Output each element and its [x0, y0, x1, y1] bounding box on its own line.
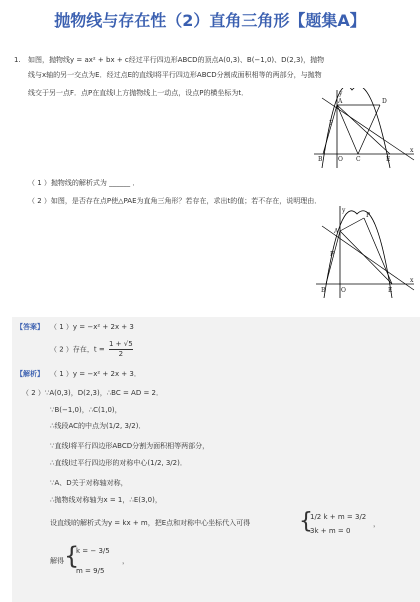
solution-line: ∵A、D关于对称轴对称， [50, 479, 128, 487]
fig2-label-f: F [330, 251, 335, 258]
fig1-label-f: F [329, 120, 334, 127]
figure-1 [312, 88, 416, 170]
fig1-label-e: E [386, 156, 391, 163]
answer-2-numerator: 1 + √5 [108, 340, 133, 348]
fig1-line-l [322, 98, 414, 160]
answer-2 [50, 340, 133, 359]
system-1-eq-2: 3k + m = 0 [310, 527, 351, 535]
fig1-segment-ab [323, 105, 337, 154]
system-1-brace: { [299, 509, 313, 534]
fig1-label-o: O [338, 156, 343, 163]
fig2-label-b: B [321, 287, 326, 294]
page-title: 抛物线与存在性（2）直角三角形【题集A】 [54, 11, 366, 30]
answer-label [16, 322, 44, 333]
problem-line-3: 线交于另一点F．点P在直线l上方抛物线上一动点，设点P的横坐标为t． [28, 89, 249, 97]
fig1-label-y: y [339, 90, 343, 97]
question-1: （ 1 ）抛物线的解析式为 ______ ． [28, 179, 140, 187]
solution-line: ∵B(−1,0)，∴C(1,0)， [50, 406, 122, 414]
fig1-label-c: C [356, 156, 361, 163]
fig2-segment-ae [340, 231, 392, 284]
answer-2-fraction [109, 340, 133, 359]
solution-line: ∵直线l将平行四边形ABCD分割为面积相等两部分， [50, 442, 210, 450]
solution-line: ∴抛物线对称轴为x = 1，∴E(3,0)， [50, 496, 162, 504]
fig1-label-d: D [382, 98, 387, 105]
fig1-label-x: x [410, 147, 414, 154]
system-2-eq-1: k = − 3/5 [76, 547, 110, 555]
fig1-label-a: A [338, 98, 343, 105]
answer-2-denominator: 2 [118, 350, 124, 358]
solution-line: ∴直线l过平行四边形的对称中心(1/2, 3/2)． [50, 459, 187, 467]
fig1-segment-ac [337, 105, 358, 154]
problem-line-1: 如图，抛物线y = ax² + bx + c经过平行四边形ABCD的顶点A(0,3)、B(−1,0)、D(2,3)，抛物 [28, 56, 325, 64]
solution-line: ∴线段AC的中点为(1/2, 3/2)． [50, 422, 146, 430]
fig2-label-e: E [388, 287, 393, 294]
system-1-sep: ， [373, 520, 380, 528]
fig2-label-x: x [410, 277, 414, 284]
fig1-segment-ae [337, 105, 390, 154]
answer-label-text: 【答案】 [16, 323, 44, 331]
solution-label [16, 369, 44, 380]
fig2-label-y: y [342, 207, 346, 214]
fig2-label-p: P [366, 212, 371, 219]
fig2-segment-ap [340, 218, 364, 231]
system-1-eq-1: 1/2 k + m = 3/2 [310, 513, 367, 521]
solution-1: （ 1 ）y = −x² + 2x + 3． [50, 370, 141, 378]
fig2-label-a: A [334, 228, 339, 235]
fig2-segment-pe [364, 218, 392, 284]
figure-2 [312, 204, 416, 300]
question-2: （ 2 ）如图，是否存在点P使△PAE为直角三角形？若存在，求出t的值；若不存在，说明理由． [28, 197, 322, 205]
problem-number: 1. [14, 56, 21, 64]
system-2-sep: ， [122, 557, 129, 565]
answer-2-prefix: （ 2 ）存在，t = [50, 345, 105, 354]
system-2-eq-2: m = 9/5 [76, 567, 105, 575]
system-2-brace: { [64, 542, 80, 570]
problem-line-2: 线与x轴的另一交点为E．经过点E的直线l将平行四边形ABCD分割成面积相等的两部分，与抛物 [28, 71, 322, 79]
solution-line: （ 2 ）∵A(0,3)，D(2,3)，∴BC = AD = 2． [22, 389, 164, 397]
solution-label-text: 【解析】 [16, 370, 44, 378]
answer-1: （ 1 ）y = −x² + 2x + 3 [50, 323, 134, 331]
solution-line: 设直线l的解析式为y = kx + m，把E点和对称中心坐标代入可得 [50, 519, 251, 527]
fig1-label-b: B [318, 156, 323, 163]
fig2-parabola [324, 211, 392, 298]
fig2-label-o: O [341, 287, 346, 294]
fig2-line-l [322, 226, 414, 290]
fig1-segment-dc [358, 105, 380, 154]
solution-line: 解得 [50, 557, 64, 565]
